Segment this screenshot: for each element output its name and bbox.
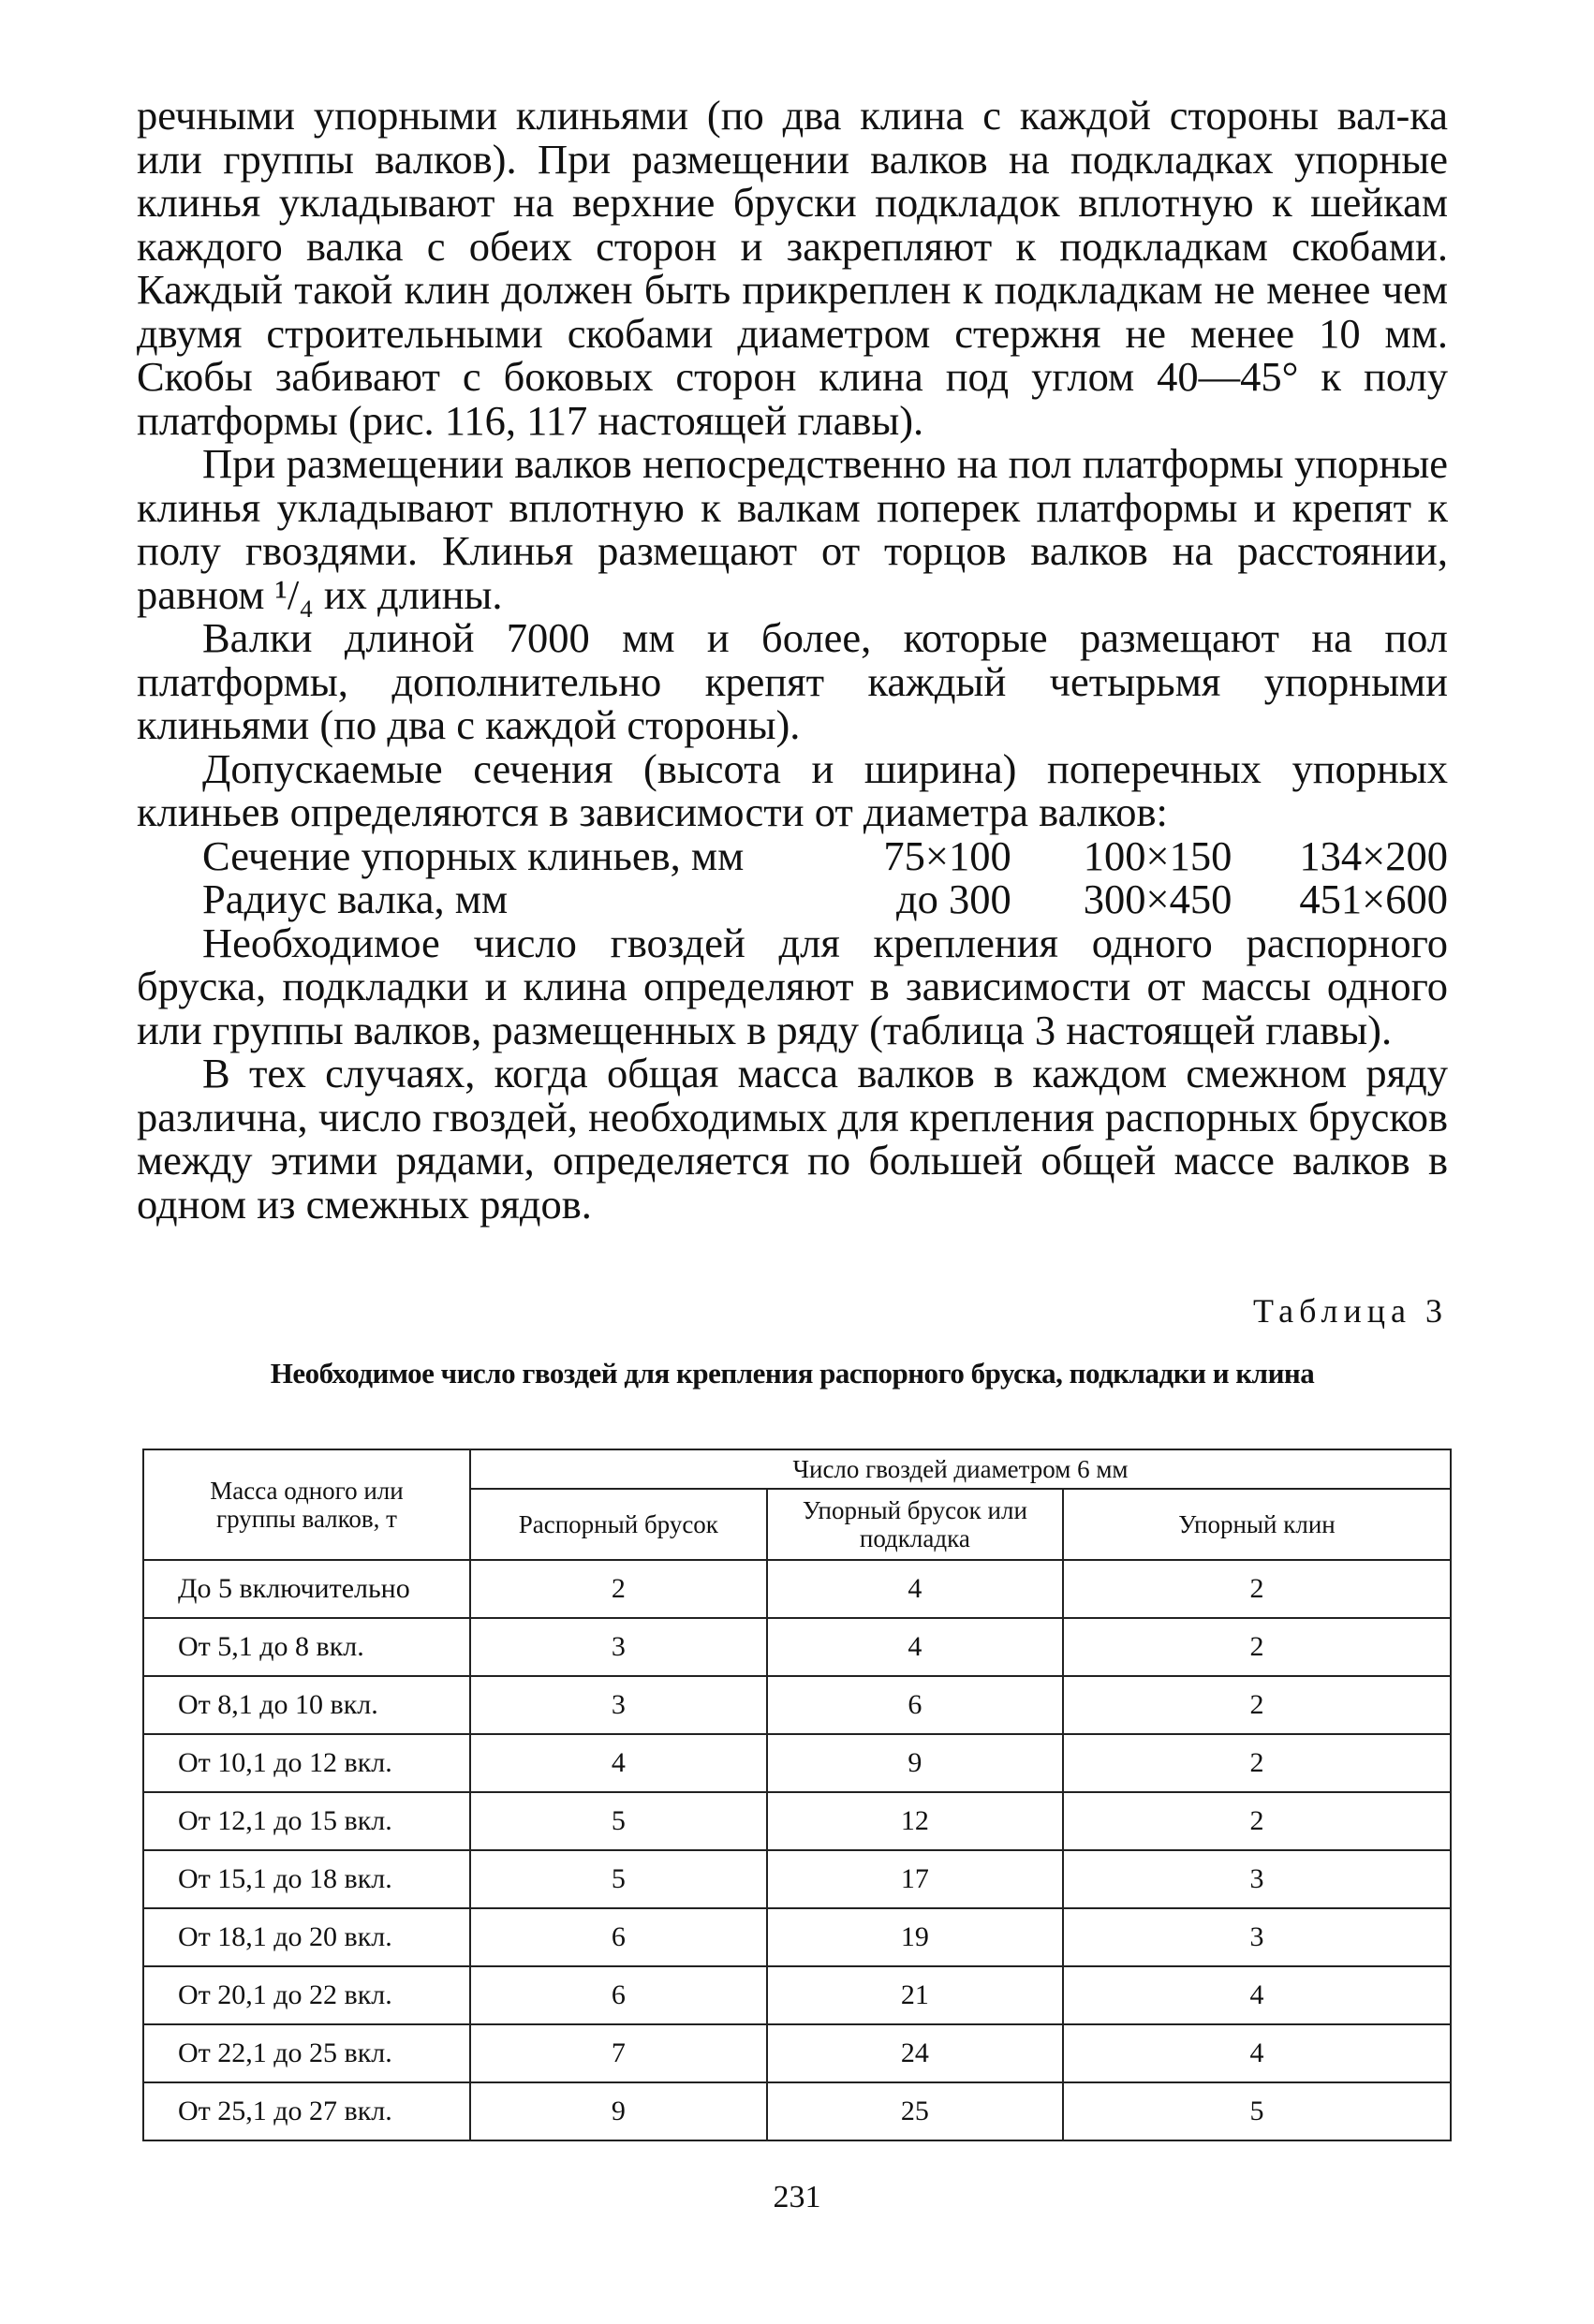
table-cell: 7 <box>470 2024 767 2082</box>
table-cell: От 5,1 до 8 вкл. <box>143 1618 470 1676</box>
paragraph-6: В тех случаях, когда общая масса валков в каждом смежном ряду различна, число гвоздей, необходимых для крепления распорных брусков между этими рядами, определяется по большей общей массе валков в одном из смежных рядов. <box>137 1050 1448 1228</box>
table-cell: 5 <box>1063 2082 1451 2140</box>
table-cell: От 20,1 до 22 вкл. <box>143 1966 470 2024</box>
table-cell: От 10,1 до 12 вкл. <box>143 1734 470 1792</box>
dimensions-value: до 300 <box>895 875 1011 922</box>
table-cell: От 22,1 до 25 вкл. <box>143 2024 470 2082</box>
table-row <box>143 1908 1451 1966</box>
table-cell: 4 <box>470 1734 767 1792</box>
table-cell: 17 <box>767 1850 1063 1908</box>
dimensions-value: 75×100 <box>883 831 1011 879</box>
table-cell: 4 <box>1063 2024 1451 2082</box>
table-cell: 2 <box>1063 1792 1451 1850</box>
table-cell: От 15,1 до 18 вкл. <box>143 1850 470 1908</box>
table-cell: От 25,1 до 27 вкл. <box>143 2082 470 2140</box>
table-cell: 3 <box>1063 1850 1451 1908</box>
table-cell: 4 <box>767 1618 1063 1676</box>
dimensions-label: Сечение упорных клиньев, мм <box>202 831 745 879</box>
table-row <box>143 1560 1451 1618</box>
table-cell: 2 <box>470 1560 767 1618</box>
paragraph-4: Допускаемые сечения (высота и ширина) поперечных упорных клиньев определяются в зависимости от диаметра валков: <box>137 744 1448 835</box>
table-title: Необходимое число гвоздей для крепления распорного бруска, подкладки и клина <box>270 1357 1315 1390</box>
table-cell: 6 <box>767 1676 1063 1734</box>
table-row <box>143 2082 1451 2140</box>
dimensions-row <box>202 831 1449 879</box>
dimensions-label: Радиус валка, мм <box>202 875 509 922</box>
table-cell: 3 <box>470 1676 767 1734</box>
dimensions-value: 100×150 <box>1083 831 1232 879</box>
paragraph-5: Необходимое число гвоздей для крепления одного распорного бруска, подкладки и клина определяют в зависимости от массы одного или группы валков, размещенных в ряду (таблица 3 настоящей главы). <box>137 919 1448 1053</box>
table-cell: 6 <box>470 1908 767 1966</box>
table-cell: 6 <box>470 1966 767 2024</box>
table-cell: 5 <box>470 1850 767 1908</box>
page-body <box>137 94 1448 1390</box>
table-row <box>143 1850 1451 1908</box>
table-cell: 2 <box>1063 1618 1451 1676</box>
table-cell: От 12,1 до 15 вкл. <box>143 1792 470 1850</box>
table-cell: 21 <box>767 1966 1063 2024</box>
dimensions-value: 300×450 <box>1083 875 1232 922</box>
table-cell: 2 <box>1063 1560 1451 1618</box>
table-cell: 9 <box>470 2082 767 2140</box>
header-col: Упорный клин <box>1063 1489 1451 1560</box>
header-col: Распорный брусок <box>470 1489 767 1560</box>
table-cell: 12 <box>767 1792 1063 1850</box>
table-row <box>143 1734 1451 1792</box>
header-nails-group: Число гвоздей диаметром 6 мм <box>470 1449 1451 1489</box>
dimensions-row <box>202 877 1448 921</box>
table-cell: 19 <box>767 1908 1063 1966</box>
nails-table <box>142 1449 1452 2141</box>
table-cell: 2 <box>1063 1734 1451 1792</box>
header-mass: Масса одного или группы валков, т <box>143 1449 470 1560</box>
table-cell: 2 <box>1063 1676 1451 1734</box>
table-cell: От 8,1 до 10 вкл. <box>143 1676 470 1734</box>
paragraph-2: При размещении валков непосредственно на пол платформы упорные клинья укладывают вплотную к валкам поперек платформы и крепят к полу гвоздями. Клинья размещают от торцов валков на расстоянии, равном ¹/₄ их длины. <box>137 440 1448 618</box>
table-cell: 25 <box>767 2082 1063 2140</box>
table-cell: 3 <box>470 1618 767 1676</box>
table-cell: 9 <box>767 1734 1063 1792</box>
table-cell: 3 <box>1063 1908 1451 1966</box>
table-cell: От 18,1 до 20 вкл. <box>143 1908 470 1966</box>
table-row <box>143 1676 1451 1734</box>
dimensions-list <box>202 831 1449 922</box>
table-row <box>143 1792 1451 1850</box>
paragraph-1: речными упорными клиньями (по два клина с каждой стороны вал-ка или группы валков). При размещении валков на подкладках упорные клинья укладывают на верхние бруски подкладок вплотную к шейкам каждого валка с обеих сторон и закрепляют к подкладкам скобами. Каждый такой клин должен быть прикреплен к подкладкам не менее чем двумя строительными скобами диаметром стержня не менее 10 мм. Скобы забивают с боковых сторон клина под углом 40—45° к полу платформы (рис. 116, 117 настоящей главы). <box>137 92 1448 444</box>
table-cell: 24 <box>767 2024 1063 2082</box>
table-row <box>143 2024 1451 2082</box>
table-cell: До 5 включительно <box>143 1560 470 1618</box>
table-row <box>143 1966 1451 2024</box>
table-caption: Таблица 3 <box>1253 1292 1448 1330</box>
table-cell: 5 <box>470 1792 767 1850</box>
dimensions-value: 451×600 <box>1299 875 1449 922</box>
table-row <box>143 1618 1451 1676</box>
table-cell: 4 <box>1063 1966 1451 2024</box>
paragraph-3: Валки длиной 7000 мм и более, которые размещают на пол платформы, дополнительно крепят каждый четырьмя упорными клиньями (по два с каждой стороны). <box>137 614 1448 748</box>
dimensions-value: 134×200 <box>1299 831 1449 879</box>
header-col: Упорный брусок или подкладка <box>767 1489 1063 1560</box>
table-cell: 4 <box>767 1560 1063 1618</box>
page-number: 231 <box>773 2180 821 2214</box>
